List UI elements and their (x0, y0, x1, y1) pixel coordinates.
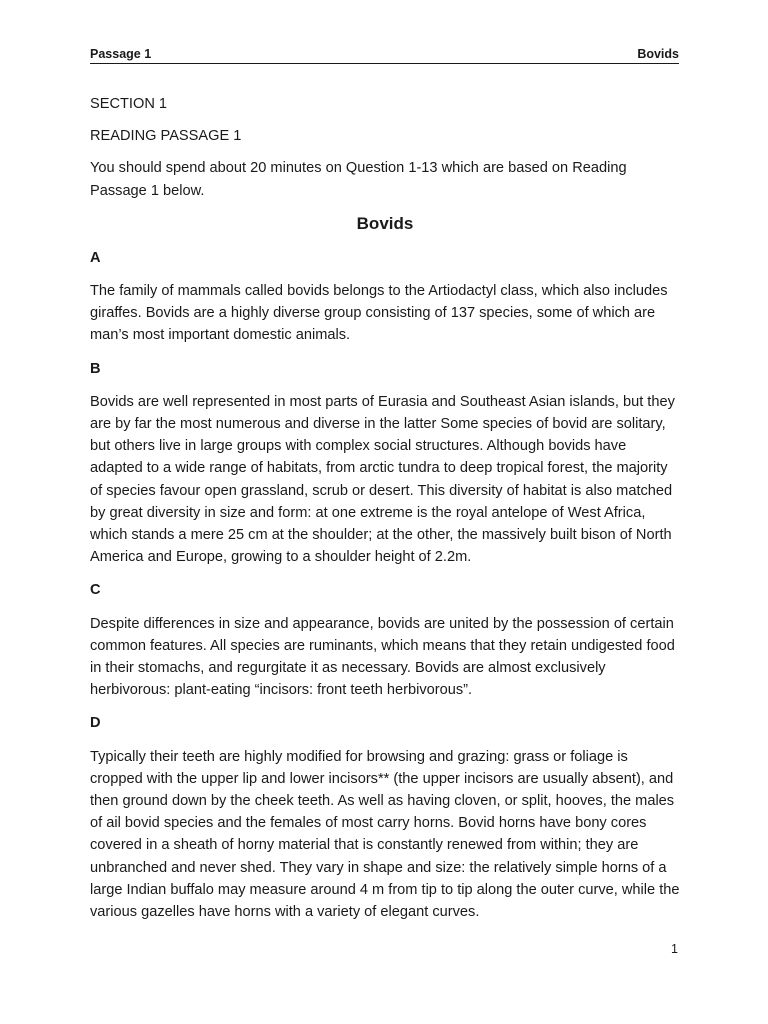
header-passage-label: Passage 1 (90, 47, 152, 61)
instructions-text: You should spend about 20 minutes on Question 1-13 which are based on Reading Passage 1 below. (90, 160, 627, 199)
paragraph-b: Bovids are well represented in most parts of Eurasia and Southeast Asian islands, but they are by far the most numerous and diverse in the latter Some species of bovid are solitary, but others live in large groups with complex social structures. Although bovids have adapted to a wide range of habitats, from arctic tundra to deep tropical forest, the majority of species favour open grassland, scrub or desert. This diversity of habitat is also matched by great diversity in size and form: at one extreme is the royal antelope of West Africa, which stands a mere 25 cm at the shoulder; at the other, the massively built bison of North America and Europe, growing to a shoulder height of 2.2m. (90, 393, 675, 566)
section-heading: SECTION 1 (90, 96, 168, 112)
paragraph-letter-a: A (90, 249, 101, 266)
header-topic-label: Bovids (637, 47, 679, 61)
paragraph-d: Typically their teeth are highly modified for browsing and grazing: grass or foliage is cropped with the upper lip and lower incisors** (the upper incisors are usually absent), and then ground down by the cheek teeth. As well as having cloven, or split, hooves, the males of ail bovid species and the females of most carry horns. Bovid horns have bony cores covered in a sheath of horny material that is constantly renewed from within; they are unbranched and never shed. They vary in shape and size: the relatively simple horns of a large Indian buffalo may measure around 4 m from tip to tip along the outer curve, while the various gazelles have horns with a variety of elegant curves. (90, 748, 680, 921)
paragraph-letter-c: C (90, 582, 101, 599)
reading-passage-heading: READING PASSAGE 1 (90, 128, 242, 145)
paragraph-c: Despite differences in size and appearance, bovids are united by the possession of certain common features. All species are ruminants, which means that they retain undigested food in their stomachs, and regurgitate it as necessary. Bovids are almost exclusively herbivorous: plant-eating “incisors: front teeth herbivorous”. (90, 615, 675, 699)
page-number: 1 (671, 942, 678, 956)
passage-title: Bovids (356, 213, 414, 233)
paragraph-letter-d: D (90, 715, 101, 732)
passage-content (90, 93, 680, 934)
page-header (90, 47, 679, 64)
paragraph-letter-b: B (90, 360, 101, 377)
paragraph-a: The family of mammals called bovids belongs to the Artiodactyl class, which also includes giraffes. Bovids are a highly diverse group consisting of 137 species, some of which are man’s most important domestic animals. (90, 283, 668, 344)
